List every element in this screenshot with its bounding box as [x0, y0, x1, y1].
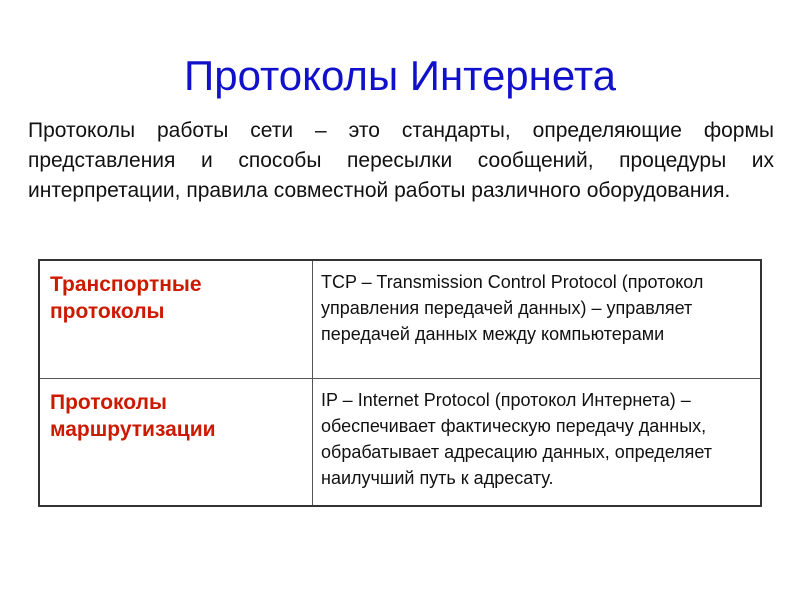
protocol-category-cell: Транспортные протоколы: [39, 260, 313, 378]
page-title: Протоколы Интернета: [184, 52, 616, 99]
intro-paragraph: Протоколы работы сети – это стандарты, определяющие формы представления и способы пересылки сообщений, процедуры их интерпретации, правила совместной работы различного оборудования.: [28, 119, 774, 202]
protocol-description-cell: IP – Internet Protocol (протокол Интернета) – обеспечивает фактическую передачу данных, обрабатывает адресацию данных, определяет наилучший путь к адресату.: [313, 378, 762, 506]
table-row: [39, 260, 761, 378]
table-row: [39, 378, 761, 506]
protocol-description-cell: TCP – Transmission Control Protocol (протокол управления передачей данных) – управляет передачей данных между компьютерами: [313, 260, 762, 378]
protocol-category-cell: Протоколы маршрутизации: [39, 378, 313, 506]
protocols-table: [38, 259, 762, 507]
